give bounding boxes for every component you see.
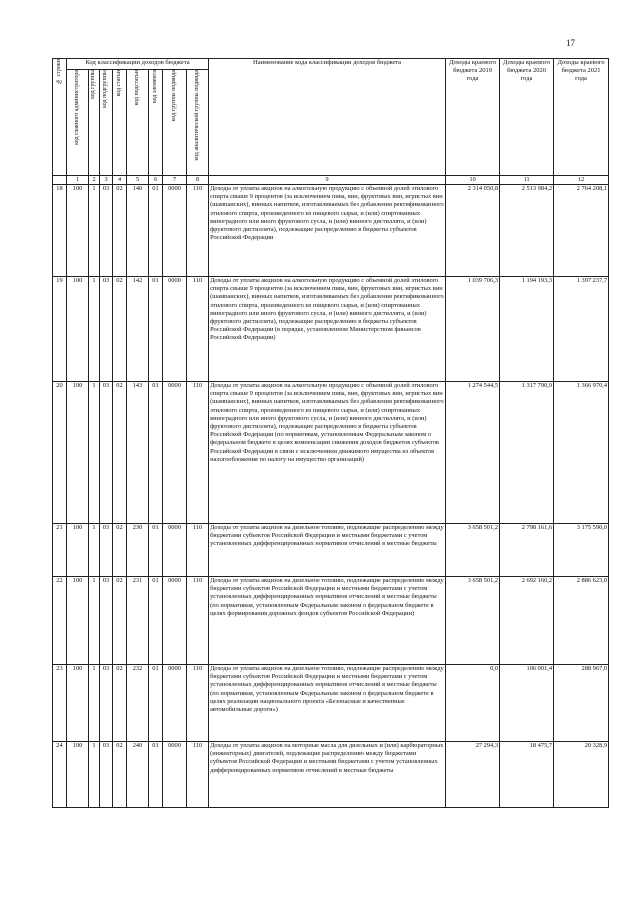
code-subarticle: 231 <box>127 577 149 665</box>
code-article: 02 <box>113 277 127 382</box>
code-header-subgroup: код подгруппы <box>100 70 113 176</box>
code-subgroup: 03 <box>100 185 113 277</box>
row-number: 19 <box>53 277 67 382</box>
code-article: 02 <box>113 577 127 665</box>
amount-2021: 1 397 237,7 <box>554 277 609 382</box>
column-number: 6 <box>149 176 163 185</box>
column-number: 11 <box>500 176 554 185</box>
column-numbers-row <box>53 176 609 185</box>
amount-2020: 2 692 160,2 <box>500 577 554 665</box>
column-number: 10 <box>446 176 500 185</box>
amount-2019: 27 294,3 <box>446 742 500 808</box>
amount-2019: 1 274 544,5 <box>446 382 500 524</box>
row-number: 20 <box>53 382 67 524</box>
code-subarticle: 230 <box>127 524 149 577</box>
column-number: 2 <box>89 176 100 185</box>
row-number: 23 <box>53 665 67 742</box>
code-element: 01 <box>149 665 163 742</box>
column-number: 8 <box>187 176 209 185</box>
code-header-analytic-group: код аналитической группы подвида <box>187 70 209 176</box>
code-element: 01 <box>149 382 163 524</box>
code-analytic-group: 110 <box>187 577 209 665</box>
column-number <box>53 176 67 185</box>
amount-2019: 3 658 501,2 <box>446 524 500 577</box>
code-subarticle: 143 <box>127 382 149 524</box>
column-number: 3 <box>100 176 113 185</box>
code-header-subtype-group: код группы подвида <box>163 70 187 176</box>
code-group: 1 <box>89 382 100 524</box>
code-element: 01 <box>149 277 163 382</box>
code-subtype-group: 0000 <box>163 382 187 524</box>
budget-revenue-table <box>52 58 609 808</box>
code-group: 1 <box>89 277 100 382</box>
code-subgroup: 03 <box>100 524 113 577</box>
code-subgroup: 03 <box>100 665 113 742</box>
code-group: 1 <box>89 577 100 665</box>
year-2021-header: Доходы краевого бюджета 2021 года <box>554 59 609 176</box>
table-row <box>53 382 609 524</box>
code-analytic-group: 110 <box>187 742 209 808</box>
amount-2019: 0,0 <box>446 665 500 742</box>
page-number: 17 <box>566 38 575 48</box>
amount-2020: 106 001,4 <box>500 665 554 742</box>
amount-2020: 2 798 161,6 <box>500 524 554 577</box>
amount-2021: 1 366 970,4 <box>554 382 609 524</box>
revenue-name: Доходы от уплаты акцизов на алкогольную продукцию с объемной долей этилового спирта свыше 9 процентов (за исключением пива, вин, фруктовых вин, игристых вин (шампанских), винных напитков, изготавливаемых без добавления ректификованного этилового спирта, произведенного из пищевого сырья, и (или) спиртованных виноградного или иного фруктового сусла, и (или) винного дистиллята, и (или) фруктового дистиллята), подлежащие распределению в бюджеты субъектов Российской Федерации (в порядке, установленном Министерством финансов Российской Федерации) <box>209 277 446 382</box>
code-administrator: 100 <box>67 577 89 665</box>
row-number-header: № строки <box>53 59 67 176</box>
amount-2020: 2 513 984,2 <box>500 185 554 277</box>
table-row <box>53 577 609 665</box>
amount-2021: 2 886 623,0 <box>554 577 609 665</box>
code-group: 1 <box>89 524 100 577</box>
code-subarticle: 240 <box>127 742 149 808</box>
table-row <box>53 742 609 808</box>
code-article: 02 <box>113 665 127 742</box>
column-number: 4 <box>113 176 127 185</box>
code-analytic-group: 110 <box>187 277 209 382</box>
code-group: 1 <box>89 742 100 808</box>
row-number: 24 <box>53 742 67 808</box>
code-subtype-group: 0000 <box>163 185 187 277</box>
amount-2021: 3 175 590,0 <box>554 524 609 577</box>
code-subgroup: 03 <box>100 382 113 524</box>
code-subgroup: 03 <box>100 277 113 382</box>
code-administrator: 100 <box>67 742 89 808</box>
table-row <box>53 277 609 382</box>
code-subtype-group: 0000 <box>163 577 187 665</box>
classification-code-group-header: Код классификации доходов бюджета <box>67 59 209 70</box>
amount-2021: 288 967,0 <box>554 665 609 742</box>
code-subarticle: 142 <box>127 277 149 382</box>
code-subgroup: 03 <box>100 742 113 808</box>
code-subtype-group: 0000 <box>163 277 187 382</box>
name-column-header: Наименование кода классификации доходов бюджета <box>209 59 446 176</box>
code-subtype-group: 0000 <box>163 665 187 742</box>
amount-2021: 20 328,9 <box>554 742 609 808</box>
revenue-name: Доходы от уплаты акцизов на дизельное топливо, подлежащие распределению между бюджетами субъектов Российской Федерации и местными бюджетами с учетом установленных дифференцированных нормативов отчислений в местные бюджеты <box>209 524 446 577</box>
table-row <box>53 524 609 577</box>
code-header-group: код группы <box>89 70 100 176</box>
amount-2019: 1 039 706,3 <box>446 277 500 382</box>
header-row-group <box>53 59 609 70</box>
code-subtype-group: 0000 <box>163 524 187 577</box>
revenue-name: Доходы от уплаты акцизов на алкогольную продукцию с объемной долей этилового спирта свыше 9 процентов (за исключением пива, вин, фруктовых вин, игристых вин (шампанских), винных напитков, изготавливаемых без добавления ректификованного этилового спирта, произведенного из пищевого сырья, и (или) спиртованных виноградного или иного фруктового сусла, и (или) винного дистиллята, и (или) фруктового дистиллята), подлежащие распределению в бюджеты субъектов Российской Федерации <box>209 185 446 277</box>
row-number: 22 <box>53 577 67 665</box>
code-group: 1 <box>89 185 100 277</box>
code-article: 02 <box>113 524 127 577</box>
year-2019-header: Доходы краевого бюджета 2019 года <box>446 59 500 176</box>
table-row <box>53 665 609 742</box>
code-administrator: 100 <box>67 382 89 524</box>
column-number: 9 <box>209 176 446 185</box>
amount-2020: 1 317 790,9 <box>500 382 554 524</box>
code-subarticle: 140 <box>127 185 149 277</box>
row-number: 21 <box>53 524 67 577</box>
code-analytic-group: 110 <box>187 524 209 577</box>
revenue-name: Доходы от уплаты акцизов на моторные масла для дизельных и (или) карбюраторных (инжекторных) двигателей, подлежащие распределению между бюджетами субъектов Российской Федерации и местными бюджетами с учетом установленных дифференцированных нормативов отчислений в местные бюджеты <box>209 742 446 808</box>
amount-2021: 2 764 208,1 <box>554 185 609 277</box>
code-subarticle: 232 <box>127 665 149 742</box>
amount-2020: 1 194 193,3 <box>500 277 554 382</box>
column-number: 7 <box>163 176 187 185</box>
column-number: 1 <box>67 176 89 185</box>
code-element: 01 <box>149 577 163 665</box>
row-number: 18 <box>53 185 67 277</box>
code-subgroup: 03 <box>100 577 113 665</box>
code-header-article: код статьи <box>113 70 127 176</box>
code-administrator: 100 <box>67 524 89 577</box>
code-element: 01 <box>149 185 163 277</box>
amount-2019: 2 314 050,8 <box>446 185 500 277</box>
code-element: 01 <box>149 524 163 577</box>
code-header-administrator: код главного администратора <box>67 70 89 176</box>
code-article: 02 <box>113 382 127 524</box>
amount-2020: 18 475,7 <box>500 742 554 808</box>
code-article: 02 <box>113 742 127 808</box>
amount-2019: 3 658 501,2 <box>446 577 500 665</box>
code-administrator: 100 <box>67 277 89 382</box>
revenue-name: Доходы от уплаты акцизов на алкогольную продукцию с объемной долей этилового спирта свыше 9 процентов (за исключением пива, вин, фруктовых вин, игристых вин (шампанских), винных напитков, изготавливаемых без добавления ректификованного этилового спирта, произведенного из пищевого сырья, и (или) спиртованных виноградного или иного фруктового сусла, и (или) винного дистиллята, и (или) фруктового дистиллята), подлежащие распределению в бюджеты субъектов Российской Федерации (по нормативам, установленным Федеральным законом о федеральном бюджете в целях компенсации снижения доходов бюджетов субъектов Российской Федерации в связи с исключением движимого имущества из объектов налогообложения по налогу на имущество организаций) <box>209 382 446 524</box>
code-element: 01 <box>149 742 163 808</box>
code-administrator: 100 <box>67 665 89 742</box>
revenue-name: Доходы от уплаты акцизов на дизельное топливо, подлежащие распределению между бюджетами субъектов Российской Федерации и местными бюджетами с учетом установленных дифференцированных нормативов отчислений в местные бюджеты (по нормативам, установленным Федеральным законом о федеральном бюджете в целях формирования дорожных фондов субъектов Российской Федерации) <box>209 577 446 665</box>
code-administrator: 100 <box>67 185 89 277</box>
table-row <box>53 185 609 277</box>
code-analytic-group: 110 <box>187 382 209 524</box>
code-analytic-group: 110 <box>187 185 209 277</box>
code-group: 1 <box>89 665 100 742</box>
column-number: 5 <box>127 176 149 185</box>
code-header-subarticle: код подстатьи <box>127 70 149 176</box>
code-subtype-group: 0000 <box>163 742 187 808</box>
column-number: 12 <box>554 176 609 185</box>
code-analytic-group: 110 <box>187 665 209 742</box>
revenue-name: Доходы от уплаты акцизов на дизельное топливо, подлежащие распределению между бюджетами субъектов Российской Федерации и местными бюджетами с учетом установленных дифференцированных нормативов отчислений в местные бюджеты (по нормативам, установленным Федеральным законом о федеральном бюджете в целях реализации национального проекта «Безопасные и качественные автомобильные дороги») <box>209 665 446 742</box>
year-2020-header: Доходы краевого бюджета 2020 года <box>500 59 554 176</box>
code-article: 02 <box>113 185 127 277</box>
code-header-element: код элемента <box>149 70 163 176</box>
